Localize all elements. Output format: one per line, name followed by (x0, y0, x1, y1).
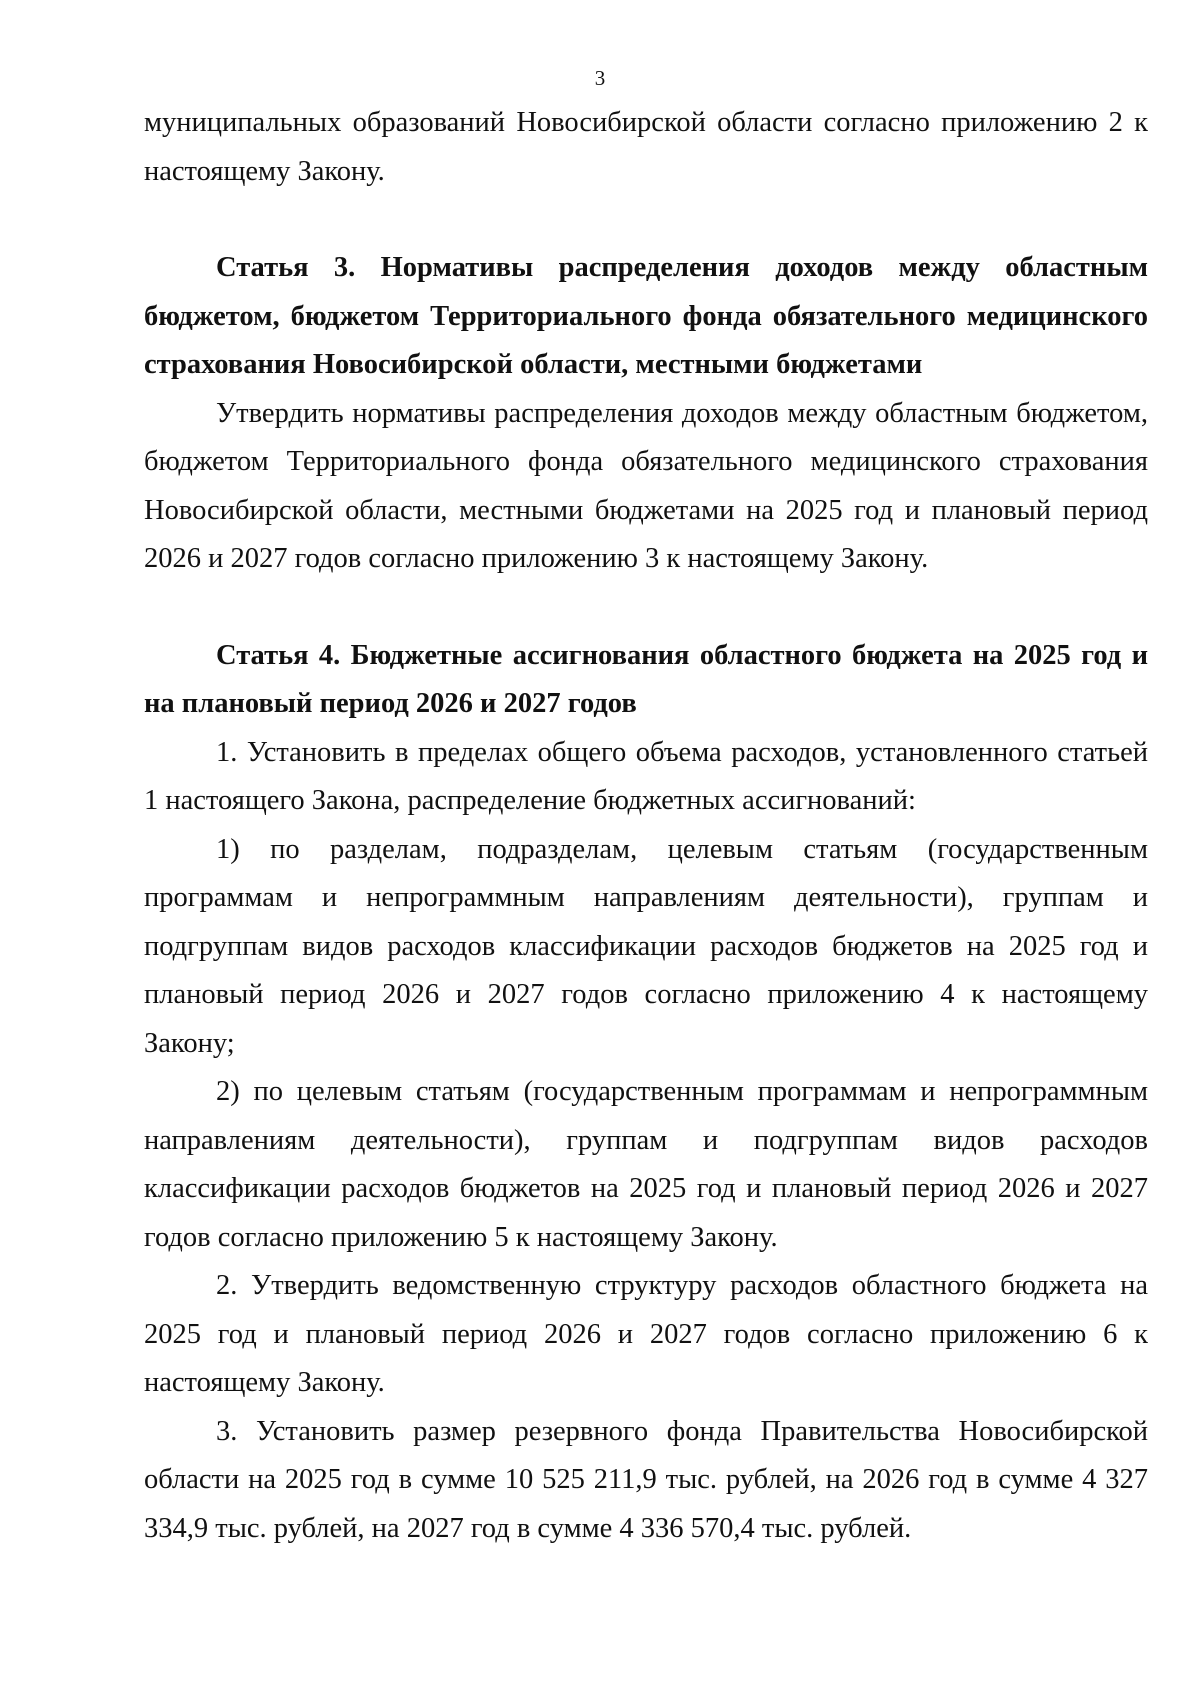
continuation-paragraph: муниципальных образований Новосибирской области согласно приложению 2 к настоящему Закону. (144, 107, 1148, 187)
article-4-heading: Статья 4. Бюджетные ассигнования областного бюджета на 2025 год и на плановый период 2026 и 2027 годов (144, 639, 1148, 719)
section-gap (144, 196, 1148, 244)
article-3-paragraph: Утвердить нормативы распределения доходов между областным бюджетом, бюджетом Территориального фонда обязательного медицинского страхования Новосибирской области, местными бюджетами на 2025 год и плановый период 2026 и 2027 годов согласно приложению 3 к настоящему Закону. (144, 397, 1148, 574)
article-4-item-3: 3. Установить размер резервного фонда Правительства Новосибирской области на 2025 год в сумме 10 525 211,9 тыс. рублей, на 2026 год в сумме 4 327 334,9 тыс. рублей, на 2027 год в сумме 4 336 570,4 тыс. рублей. (144, 1415, 1148, 1544)
document-body (144, 99, 1148, 1553)
article-4-subitem-1: 1) по разделам, подразделам, целевым статьям (государственным программам и непрограммным направлениям деятельности), группам и подгруппам видов расходов классификации расходов бюджетов на 2025 год и плановый период 2026 и 2027 годов согласно приложению 4 к настоящему Закону; (144, 833, 1148, 1059)
page-number: 3 (594, 66, 606, 90)
article-3-heading: Статья 3. Нормативы распределения доходов между областным бюджетом, бюджетом Территориального фонда обязательного медицинского страхования Новосибирской области, местными бюджетами (144, 252, 1148, 380)
section-gap (144, 584, 1148, 632)
article-4-item-1: 1. Установить в пределах общего объема расходов, установленного статьей 1 настоящего Закона, распределение бюджетных ассигнований: (144, 736, 1148, 816)
article-4-item-2: 2. Утвердить ведомственную структуру расходов областного бюджета на 2025 год и плановый период 2026 и 2027 годов согласно приложению 6 к настоящему Закону. (144, 1270, 1148, 1398)
article-4-subitem-2: 2) по целевым статьям (государственным программам и непрограммным направлениям деятельности), группам и подгруппам видов расходов классификации расходов бюджетов на 2025 год и плановый период 2026 и 2027 годов согласно приложению 5 к настоящему Закону. (144, 1076, 1148, 1253)
